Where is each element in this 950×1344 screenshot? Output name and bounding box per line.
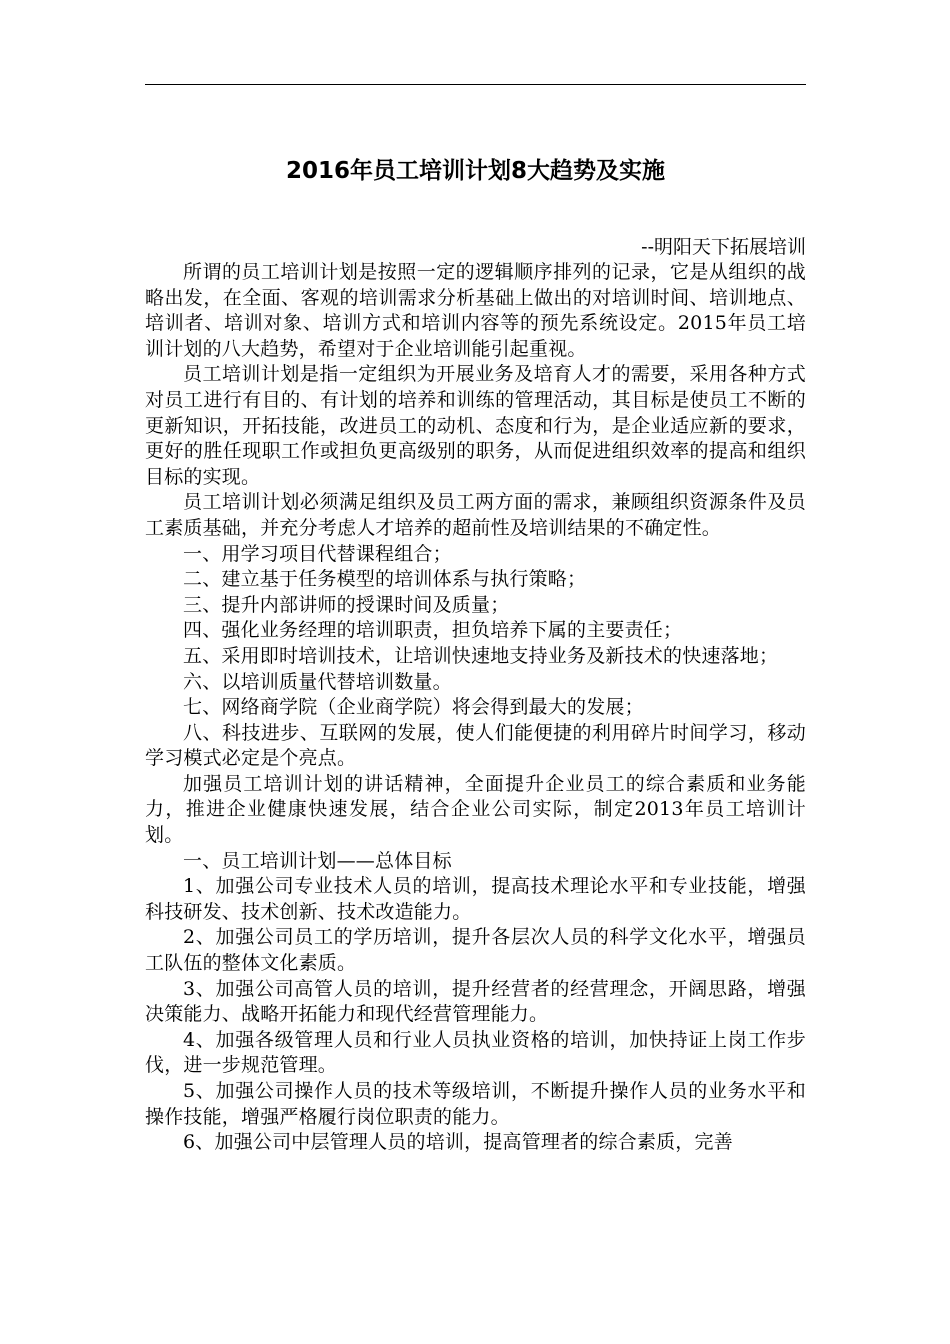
header-rule [145,84,806,85]
trend-item-8: 八、科技进步、互联网的发展，使人们能便捷的利用碎片时间学习，移动学习模式必定是个亮点。 [145,721,806,770]
document-body [145,260,806,1156]
paragraph-definition: 员工培训计划是指一定组织为开展业务及培育人才的需要，采用各种方式对员工进行有目的、有计划的培养和训练的管理活动，其目标是使员工不断的更新知识，开拓技能，改进员工的动机、态度和行为，是企业适应新的要求，更好的胜任现职工作或担负更高级别的职务，从而促进组织效率的提高和组织目标的实现。 [145,363,806,488]
trend-item-6: 六、以培训质量代替培训数量。 [183,670,452,693]
trend-item-5: 五、采用即时培训技术，让培训快速地支持业务及新技术的快速落地； [183,644,779,667]
trend-item-7: 七、网络商学院（企业商学院）将会得到最大的发展； [183,696,644,719]
goal-item-1: 1、加强公司专业技术人员的培训，提高技术理论水平和专业技能，增强科技研发、技术创新、技术改造能力。 [145,875,806,923]
paragraph-plan-intro: 加强员工培训计划的讲话精神，全面提升企业员工的综合素质和业务能力，推进企业健康快速发展，结合企业公司实际，制定2013年员工培训计划。 [145,772,806,847]
document-title: 2016年员工培训计划8大趋势及实施 [285,158,666,184]
trend-item-1: 一、用学习项目代替课程组合； [183,542,452,565]
section-heading-goals: 一、员工培训计划——总体目标 [183,849,452,872]
trend-item-4: 四、强化业务经理的培训职责，担负培养下属的主要责任； [183,619,683,642]
goal-item-6: 6、加强公司中层管理人员的培训，提高管理者的综合素质，完善 [183,1131,733,1154]
paragraph-requirements: 员工培训计划必须满足组织及员工两方面的需求，兼顾组织资源条件及员工素质基础，并充分考虑人才培养的超前性及培训结果的不确定性。 [145,491,806,539]
byline: --明阳天下拓展培训 [641,236,806,258]
trend-item-3: 三、提升内部讲师的授课时间及质量； [183,593,510,616]
goal-item-3: 3、加强公司高管人员的培训，提升经营者的经营理念，开阔思路，增强决策能力、战略开拓能力和现代经营管理能力。 [145,977,806,1026]
goal-item-5: 5、加强公司操作人员的技术等级培训，不断提升操作人员的业务水平和操作技能，增强严格履行岗位职责的能力。 [145,1080,806,1128]
paragraph-intro: 所谓的员工培训计划是按照一定的逻辑顺序排列的记录，它是从组织的战略出发，在全面、客观的培训需求分析基础上做出的对培训时间、培训地点、培训者、培训对象、培训方式和培训内容等的预先系统设定。2015年员工培训计划的八大趋势，希望对于企业培训能引起重视。 [145,261,806,360]
goal-item-4: 4、加强各级管理人员和行业人员执业资格的培训，加快持证上岗工作步伐，进一步规范管理。 [145,1028,806,1077]
goal-item-2: 2、加强公司员工的学历培训，提升各层次人员的科学文化水平，增强员工队伍的整体文化素质。 [145,926,806,975]
trend-item-2: 二、建立基于任务模型的培训体系与执行策略； [183,568,587,591]
